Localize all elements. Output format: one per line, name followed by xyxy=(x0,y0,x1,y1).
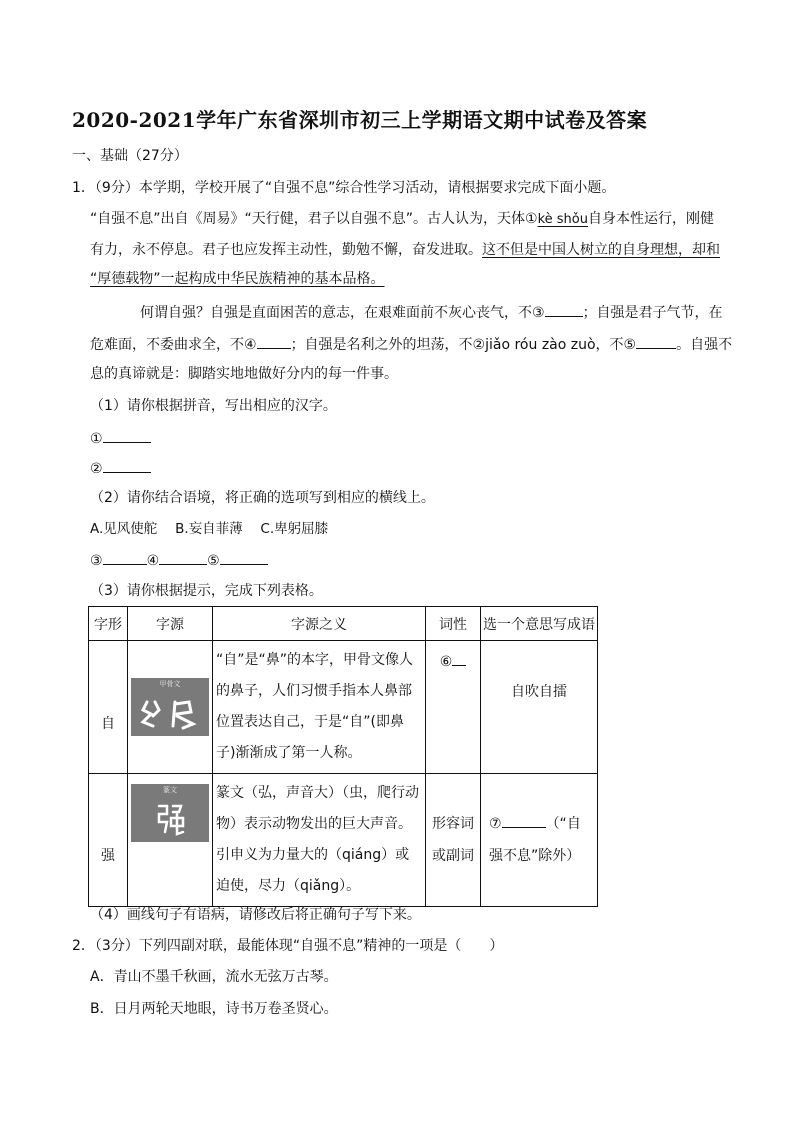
passage-1-line-1 xyxy=(90,209,714,230)
table-header: 词性 xyxy=(426,607,481,641)
passage-text: 有力，永不停息。君子也应发挥主动性，勤勉不懈，奋发进取。 xyxy=(90,242,482,258)
table-header: 字源 xyxy=(128,607,213,641)
circled-number: ⑥ xyxy=(439,654,453,670)
char-cell: 强 xyxy=(89,774,128,907)
sub-question-1: （1）请你根据拼音，写出相应的汉字。 xyxy=(90,398,337,414)
page-title: 2020-2021学年广东省深圳市初三上学期语文期中试卷及答案 xyxy=(72,108,648,132)
origin-cell xyxy=(128,774,213,907)
blank-4-answer[interactable] xyxy=(159,550,207,565)
seal-script-glyph-icon xyxy=(131,796,209,842)
blank-1[interactable] xyxy=(103,428,151,443)
oracle-bone-glyph-icon xyxy=(131,690,209,736)
passage-text: 何谓自强？自强是直面困苦的意志，在艰难面前不灰心丧气，不③ xyxy=(140,305,545,321)
idiom-cell: 自吹自擂 xyxy=(481,641,598,774)
circled-number: ⑤ xyxy=(207,553,220,569)
passage-text: ；自强是君子气节，在 xyxy=(582,305,723,321)
sub-question-2: （2）请你结合语境，将正确的选项写到相应的横线上。 xyxy=(90,490,435,506)
seal-script-image xyxy=(131,784,209,842)
passage-2-line-1 xyxy=(140,302,723,323)
pos-cell: 形容词或副词 xyxy=(426,774,481,907)
passage-2-line-2 xyxy=(90,334,732,355)
option-a: A．青山不墨千秋画，流水无弦万古琴。 xyxy=(90,969,338,985)
blank-2[interactable] xyxy=(103,458,151,473)
table-header: 选一个意思写成语 xyxy=(481,607,598,641)
idiom-note: （“自强不息”除外） xyxy=(489,816,581,864)
meaning-cell: 篆文（弘，声音大）（虫，爬行动物）表示动物发出的巨大声音。引申义为力量大的（qiáng）或迫使，尽力（qiǎng）。 xyxy=(213,774,426,907)
blank-3[interactable] xyxy=(545,302,583,317)
blank-5-answer[interactable] xyxy=(220,550,268,565)
pinyin-text: kè shǒu xyxy=(537,212,588,227)
question-1-stem: 1．（9分）本学期，学校开展了“自强不息”综合性学习活动，请根据要求完成下面小题。 xyxy=(72,180,616,196)
sub-question-3: （3）请你根据提示，完成下列表格。 xyxy=(90,583,323,599)
circled-number: ⑦ xyxy=(489,816,502,832)
passage-text: 危难面，不委曲求全，不④ xyxy=(90,337,257,353)
meaning-cell: “自”是“鼻”的本字，甲骨文像人的鼻子，人们习惯手指本人鼻部位置表达自己，于是“自”(即鼻子)渐渐成了第一人称。 xyxy=(213,641,426,774)
char-cell: 自 xyxy=(89,641,128,774)
underlined-sentence-cont: “厚德载物”一起构成中华民族精神的基本品格。 xyxy=(90,271,385,287)
idiom-cell xyxy=(481,774,598,907)
blank-7[interactable] xyxy=(502,813,546,828)
blank-6[interactable] xyxy=(452,651,466,666)
option-b: B．日月两轮天地眼，诗书万卷圣贤心。 xyxy=(90,1001,338,1017)
question-2-stem: 2．（3分）下列四副对联，最能体现“自强不息”精神的一项是（ ） xyxy=(72,938,504,954)
char-origin-table xyxy=(88,606,598,907)
image-caption: 甲骨文 xyxy=(159,680,181,688)
circled-number: ① xyxy=(90,431,103,447)
table-header: 字源之义 xyxy=(213,607,426,641)
circled-number: ③ xyxy=(90,553,103,569)
answer-line-345 xyxy=(90,550,268,571)
oracle-bone-image xyxy=(131,678,209,736)
passage-text: ；自强是名利之外的坦荡，不②jiǎo róu zào zuò，不⑤ xyxy=(290,337,637,353)
image-caption: 篆文 xyxy=(163,786,177,794)
blank-4[interactable] xyxy=(257,334,291,349)
passage-text: 自身本性运行，刚健 xyxy=(587,211,714,227)
passage-2-line-3: 息的真谛就是：脚踏实地地做好分内的每一件事。 xyxy=(90,366,398,382)
options-line: A.见风使舵 B.妄自菲薄 C.卑躬屈膝 xyxy=(90,521,329,537)
answer-line-2 xyxy=(90,458,151,479)
section-heading: 一、基础（27分） xyxy=(72,148,188,164)
table-header: 字形 xyxy=(89,607,128,641)
passage-text: “自强不息”出自《周易》“天行健，君子以自强不息”。古人认为，天体① xyxy=(90,211,538,227)
circled-number: ② xyxy=(90,461,103,477)
blank-5[interactable] xyxy=(636,334,676,349)
blank-3-answer[interactable] xyxy=(103,550,147,565)
answer-line-1 xyxy=(90,428,151,449)
underlined-sentence: 这不但是中国人树立的自身理想，却和 xyxy=(482,242,720,258)
sub-question-4: （4）画线句子有语病，请修改后将正确句子写下来。 xyxy=(90,907,421,923)
circled-number: ④ xyxy=(146,553,160,569)
origin-cell xyxy=(128,641,213,774)
pos-cell xyxy=(426,641,481,774)
passage-1-line-2 xyxy=(90,240,720,260)
passage-text: 。自强不 xyxy=(676,337,733,353)
